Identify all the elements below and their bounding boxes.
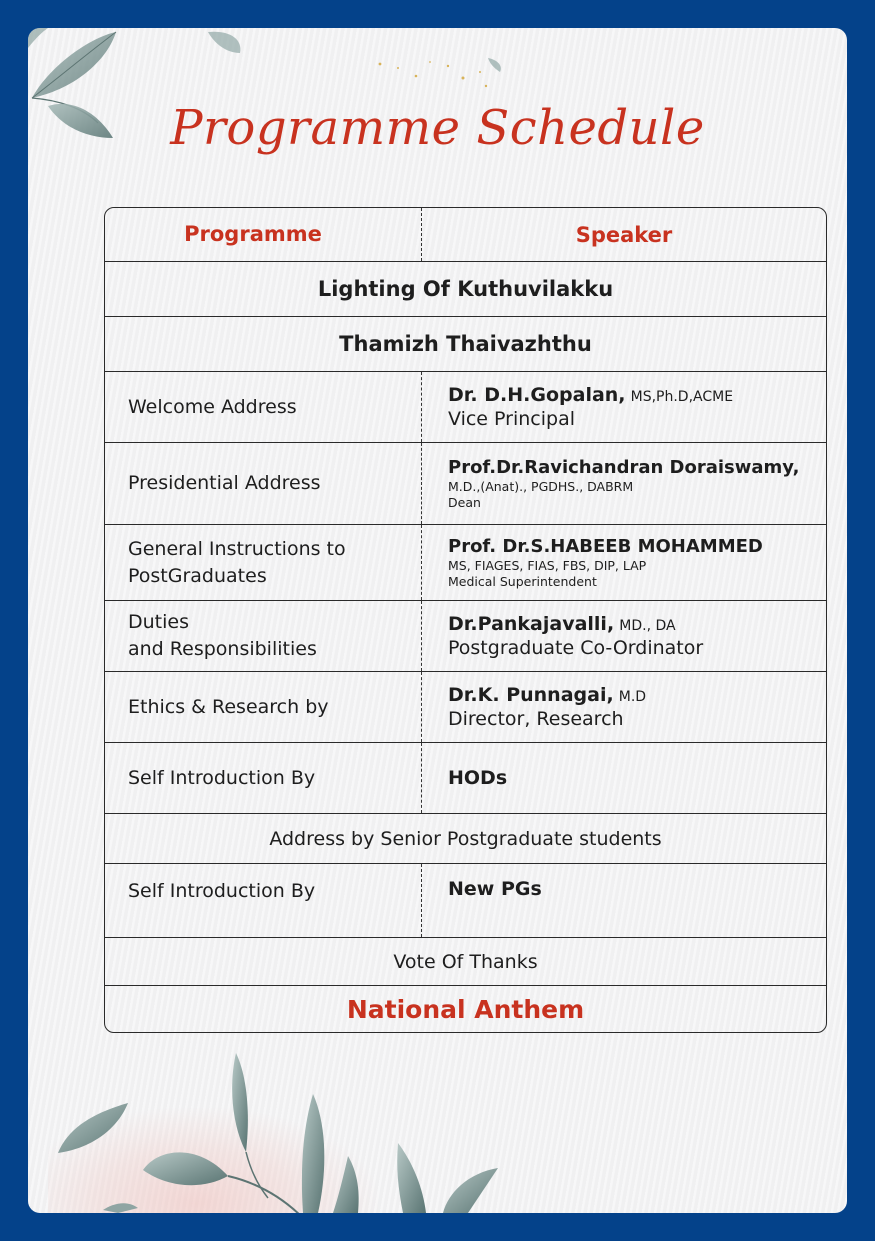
table-row-vote-of-thanks (105, 937, 826, 985)
programme-label: Self Introduction By (128, 766, 316, 789)
speaker-name: Dr.K. Punnagai, (448, 683, 614, 706)
speaker-name: Dr.Pankajavalli, (448, 612, 615, 635)
header-speaker-label: Speaker (575, 222, 673, 247)
speaker-cell (422, 864, 826, 937)
speaker-cell (422, 601, 826, 671)
programme-label: Ethics & Research by (128, 695, 329, 718)
programme-cell (105, 443, 422, 524)
programme-cell (105, 864, 422, 937)
table-row (105, 671, 826, 742)
schedule-table (104, 207, 827, 1033)
programme-label-line1: Duties (128, 611, 189, 633)
programme-label: Presidential Address (128, 472, 321, 494)
speaker-credentials: MS,Ph.D,ACME (630, 388, 734, 405)
table-header-row (105, 208, 826, 261)
vote-of-thanks-label: Vote Of Thanks (393, 950, 538, 973)
national-anthem-label: National Anthem (346, 994, 585, 1024)
table-row (105, 742, 826, 813)
programme-label: Welcome Address (128, 395, 297, 418)
header-cell-programme (105, 208, 422, 261)
speaker-cell (422, 525, 826, 600)
lighting-label: Lighting Of Kuthuvilakku (317, 277, 614, 301)
thamizh-label: Thamizh Thaivazhthu (339, 332, 592, 356)
speaker-name: Prof.Dr.Ravichandran Doraiswamy, (448, 456, 800, 478)
speaker-credentials: M.D (618, 688, 647, 705)
table-row (105, 600, 826, 671)
table-row (105, 371, 826, 442)
speaker-credentials: MD., DA (619, 617, 676, 634)
gold-sparkles-icon (368, 58, 508, 98)
leaf-decoration-bottom-icon (28, 1048, 847, 1213)
speaker-name: HODs (448, 766, 508, 789)
speaker-role: Postgraduate Co-Ordinator (448, 636, 704, 659)
programme-label-line2: PostGraduates (128, 564, 267, 587)
table-row-thamizh (105, 316, 826, 371)
page-title: Programme Schedule (170, 100, 705, 156)
programme-label-line2: and Responsibilities (128, 638, 317, 660)
senior-address-label: Address by Senior Postgraduate students (269, 827, 662, 850)
table-row-senior-address (105, 813, 826, 863)
speaker-role: Director, Research (448, 707, 624, 730)
speaker-cell (422, 743, 826, 813)
speaker-name: Prof. Dr.S.HABEEB MOHAMMED (448, 535, 763, 557)
table-row-lighting (105, 261, 826, 316)
speaker-credentials: M.D.,(Anat)., PGDHS., DABRM (448, 478, 634, 494)
programme-cell (105, 525, 422, 600)
speaker-cell (422, 443, 826, 524)
table-row (105, 524, 826, 600)
programme-card (28, 28, 847, 1213)
speaker-cell (422, 372, 826, 442)
speaker-credentials: MS, FIAGES, FIAS, FBS, DIP, LAP (448, 557, 647, 573)
table-row (105, 442, 826, 524)
speaker-role: Medical Superintendent (448, 573, 597, 589)
programme-cell (105, 743, 422, 813)
programme-cell (105, 372, 422, 442)
speaker-role: Vice Principal (448, 407, 575, 430)
programme-label: Self Introduction By (128, 880, 316, 902)
programme-cell (105, 601, 422, 671)
speaker-role: Dean (448, 494, 481, 510)
programme-label-line1: General Instructions to (128, 537, 346, 560)
table-row (105, 863, 826, 937)
header-cell-speaker (422, 208, 826, 261)
speaker-name: New PGs (448, 878, 542, 900)
speaker-name: Dr. D.H.Gopalan, (448, 383, 626, 406)
header-programme-label: Programme (184, 222, 322, 246)
table-row-national-anthem (105, 985, 826, 1032)
programme-cell (105, 672, 422, 742)
speaker-cell (422, 672, 826, 742)
